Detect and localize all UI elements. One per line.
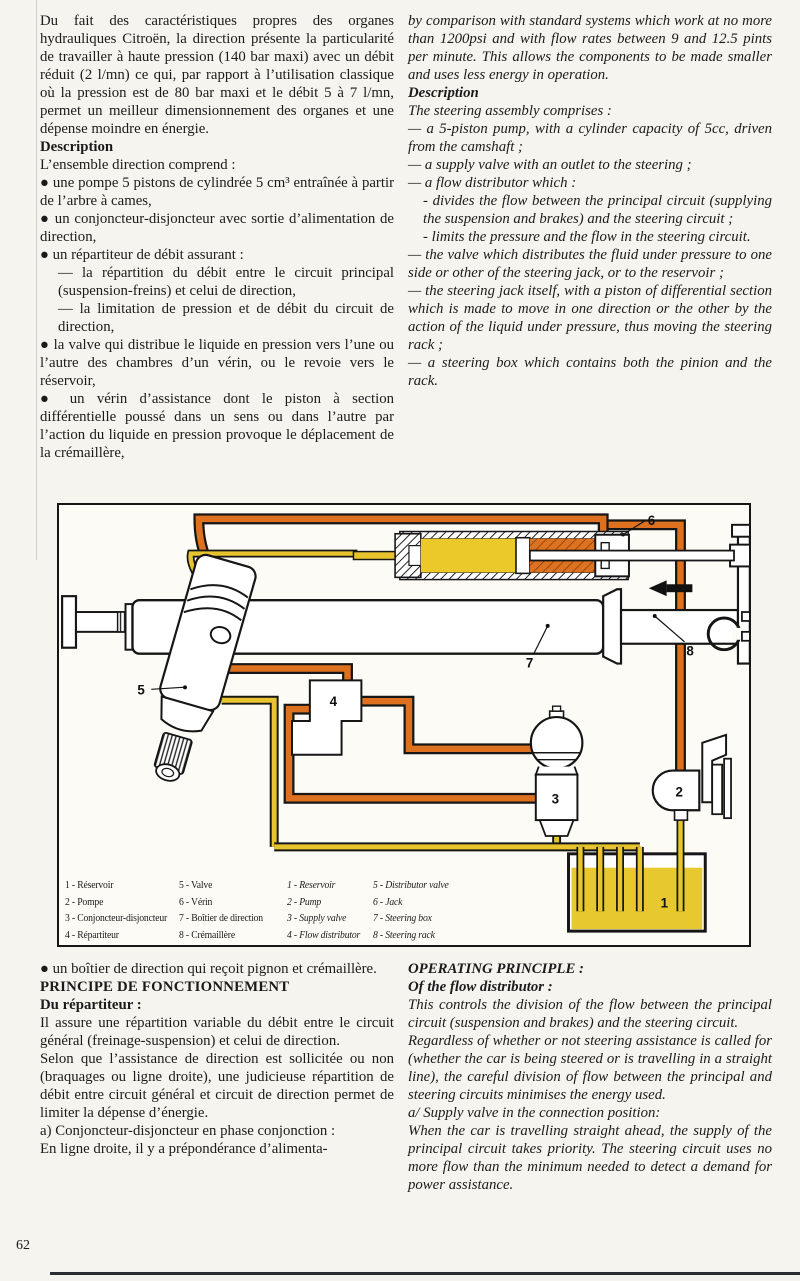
en-item-steering-box: — a steering box which contains both the pinion and the rack. — [408, 355, 772, 389]
legend-item: 1 - Réservoir — [65, 879, 114, 891]
en-item-jack: — the steering jack itself, with a piston of differential section which is made to move in one direction or the other by the action of the liquid under pressure, thus moving the steering rack ; — [408, 283, 772, 353]
label-7-steering-box: 7 — [525, 655, 534, 671]
en-sub-limits: - limits the pressure and the flow in the steering circuit. — [423, 229, 751, 245]
pump — [653, 735, 731, 820]
english-column-top — [408, 12, 772, 462]
label-2-pump: 2 — [675, 784, 683, 800]
fr-bullet-boitier: ● un boîtier de direction qui reçoit pignon et crémaillère. — [40, 961, 377, 977]
fr-sub-repartition: — la répartition du débit entre le circuit principal (suspension-freins) et celui de direction, — [58, 265, 394, 299]
en-heading-description: Description — [408, 85, 479, 101]
scan-gutter-line — [36, 0, 37, 560]
fr-bullet-conjoncteur: ● un conjoncteur-disjoncteur avec sortie d’alimentation de direction, — [40, 211, 394, 245]
en-paragraph-controls: This controls the division of the flow between the principal circuit (suspension and brakes) and the steering circuit. — [408, 997, 772, 1031]
fr-paragraph-1: Du fait des caractéristiques propres des organes hydrauliques Citroën, la direction présente la particularité de travailler à haute pression (140 bar maxi) avec un débit réduit (2 l/mn) ce qui, par rapport à l’utilisation classique où la pression est de 80 bar maxi et le débit 5 à 7 l/mn, permet un meilleur dimensionnement des organes et une dépense moindre en énergie. — [40, 13, 394, 137]
bottom-text-columns — [40, 960, 772, 1194]
label-1-reservoir: 1 — [660, 895, 669, 911]
label-4-flow-distributor: 4 — [329, 694, 338, 710]
english-column-bottom — [408, 960, 772, 1194]
en-paragraph-1: by comparison with standard systems which work at no more than 1200psi and with flow rates between 9 and 12.5 pints per minute. This allows the components to be made smaller and uses less energy in operation. — [408, 13, 772, 83]
label-6-jack: 6 — [647, 512, 656, 528]
en-item-distributor: — a flow distributor which : — [408, 175, 577, 191]
en-intro: The steering assembly comprises : — [408, 103, 612, 119]
en-item-supply-valve: — a supply valve with an outlet to the steering ; — [408, 157, 692, 173]
fr-heading-description: Description — [40, 139, 114, 155]
legend-item: 4 - Flow distributor — [287, 928, 361, 941]
legend-french-col-2 — [179, 877, 263, 943]
fr-paragraph-selon: Selon que l’assistance de direction est sollicitée ou non (braquages ou ligne droite), une judicieuse répartition de débit entre circuit général et circuit de direction permet de limiter la dépense d’énergie. — [40, 1051, 394, 1121]
flow-distributor — [292, 680, 361, 754]
legend-item: 2 - Pump — [287, 895, 322, 908]
hydraulic-steering-diagram — [57, 503, 751, 947]
french-column-top — [40, 12, 394, 462]
legend-item: 5 - Valve — [179, 879, 213, 891]
fr-intro: L’ensemble direction comprend : — [40, 157, 236, 173]
legend-item: 6 - Vérin — [179, 895, 213, 908]
fr-paragraph-repartition: Il assure une répartition variable du débit entre le circuit général (freinage-suspension) et celui de direction. — [40, 1015, 394, 1049]
label-3-supply-valve: 3 — [551, 791, 560, 807]
fr-heading-repartiteur: Du répartiteur : — [40, 997, 142, 1013]
en-item-pump: — a 5-piston pump, with a cylinder capacity of 5cc, driven from the camshaft ; — [408, 121, 772, 155]
label-5-distributor-valve: 5 — [137, 682, 145, 698]
fr-bullet-verin: ● un vérin d’assistance dont le piston à section différentielle poussé dans un sens ou dans l’autre par l’action du liquide en pression provoque le déplacement de la crémaillère, — [40, 391, 394, 461]
legend-item: 7 - Steering box — [373, 912, 432, 924]
legend-english-col-2 — [373, 877, 449, 943]
legend-item: 3 - Conjoncteur-disjoncteur — [65, 912, 168, 924]
en-heading-flow-distributor: Of the flow distributor : — [408, 979, 553, 995]
french-column-bottom — [40, 960, 394, 1194]
legend-item: 8 - Steering rack — [373, 928, 435, 941]
en-sub-divides: - divides the flow between the principal circuit (supplying the suspension and brakes) and the steering circuit ; — [423, 193, 772, 227]
supply-valve-accumulator — [531, 706, 583, 836]
legend-item: 1 - Reservoir — [287, 879, 336, 891]
legend-item: 7 - Boîtier de direction — [179, 912, 263, 924]
label-8-steering-rack: 8 — [686, 643, 694, 659]
legend-item: 3 - Supply valve — [287, 912, 347, 924]
legend-item: 5 - Distributor valve — [373, 879, 449, 891]
fr-bullet-repartiteur: ● un répartiteur de débit assurant : — [40, 247, 244, 263]
fr-paragraph-conjonction: a) Conjoncteur-disjoncteur en phase conjonction : — [40, 1123, 336, 1139]
en-paragraph-supply-valve: a/ Supply valve in the connection position: — [408, 1105, 661, 1121]
fr-heading-principe: PRINCIPE DE FONCTIONNEMENT — [40, 979, 290, 995]
fr-bullet-pump: ● une pompe 5 pistons de cylindrée 5 cm³ entraînée à partir de l’arbre à cames, — [40, 175, 394, 209]
en-item-valve: — the valve which distributes the fluid under pressure to one side or other of the steering jack, or to the reservoir ; — [408, 247, 772, 281]
legend-item: 4 - Répartiteur — [65, 928, 119, 941]
page-number: 62 — [16, 1238, 30, 1253]
fr-bullet-valve: ● la valve qui distribue le liquide en pression vers l’une ou l’autre des chambres d’un vérin, ou le revoie vers le réservoir, — [40, 337, 394, 389]
legend-item: 6 - Jack — [373, 895, 403, 908]
legend-english-col-1 — [287, 877, 360, 943]
en-paragraph-regardless: Regardless of whether or not steering assistance is called for (whether the car is being steered or is travelling in a straight line), the careful division of flow between the principal and steering circuits minimises the energy used. — [408, 1033, 772, 1103]
legend-french-col-1 — [65, 877, 167, 943]
fr-paragraph-ligne-droite: En ligne droite, il y a prépondérance d’alimenta- — [40, 1141, 328, 1157]
legend-item: 2 - Pompe — [65, 895, 104, 908]
top-text-columns — [40, 12, 772, 462]
legend-item: 8 - Crémaillère — [179, 928, 235, 941]
en-paragraph-straight-ahead: When the car is travelling straight ahead, the supply of the principal circuit takes priority. The steering circuit uses no more flow than the minimum needed to detect a demand for power assistance. — [408, 1123, 772, 1193]
page-bottom-rule — [50, 1272, 800, 1275]
fr-sub-limitation: — la limitation de pression et de débit du circuit de direction, — [58, 301, 394, 335]
en-heading-operating-principle: OPERATING PRINCIPLE : — [408, 961, 584, 977]
